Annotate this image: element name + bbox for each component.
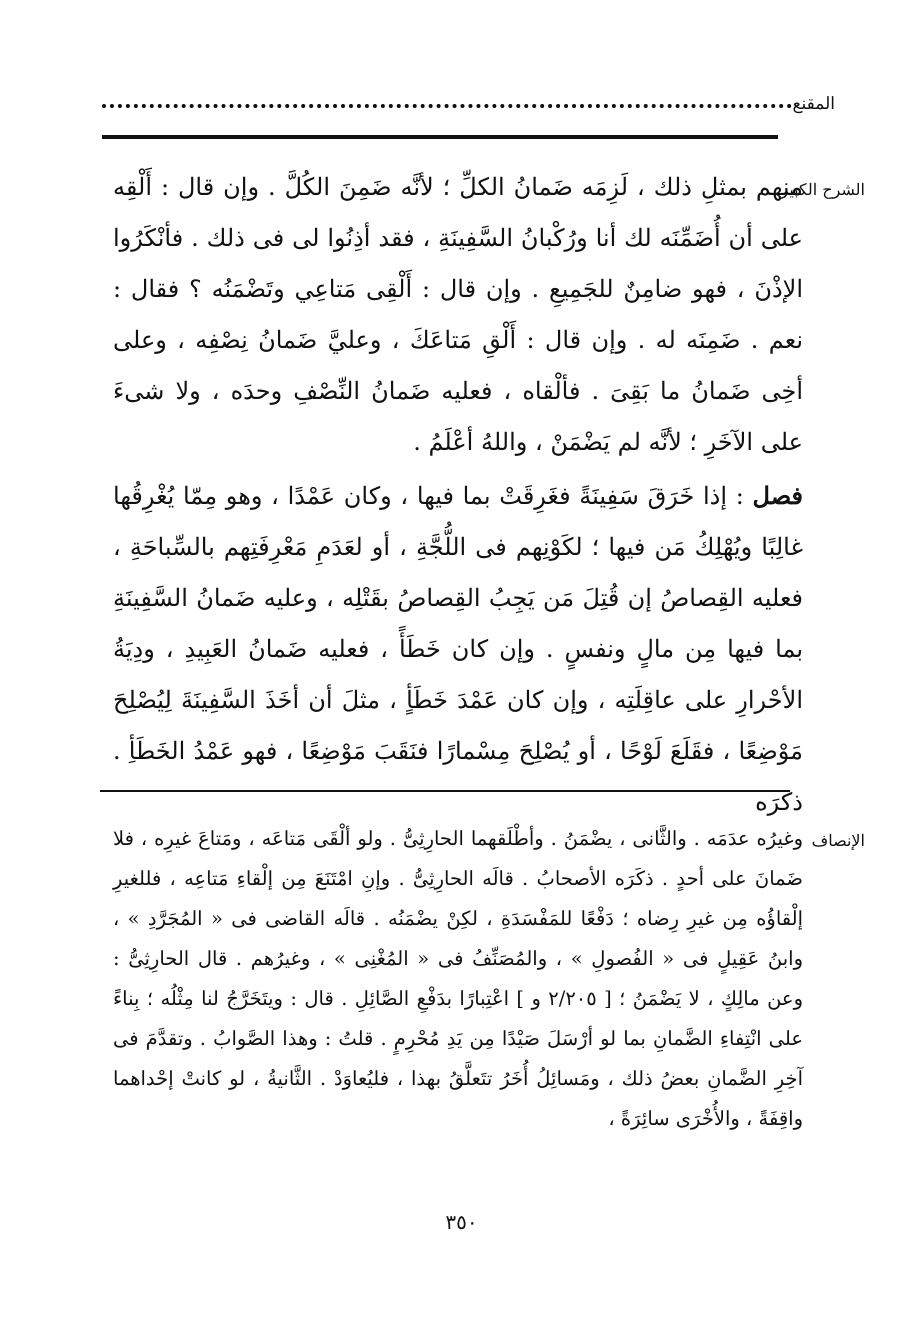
footnote-section-label: الإنصاف <box>811 831 865 850</box>
insaf-text <box>113 819 803 1139</box>
main-paragraph-2-body: : إذا خَرَقَ سَفِينَةً فغَرِقَتْ بما فيها ، وكان عَمْدًا ، وهو مِمّا يُغْرِقُها غالِبًا ويُهْلِكُ مَن فيها ؛ لكَوْنِهم فى اللُّجَّةِ ، أو لعَدَمِ مَعْرِفَتِهم بالسِّباحَةِ ، فعليه القِصاصُ إن قُتِلَ مَن يَجِبُ القِصاصُ بقَتْلِه ، وعليه ضَمانُ السَّفِينَةِ بما فيها مِن مالٍ ونفسٍ . وإن كان خَطَأً ، فعليه ضَمانُ العَبِيدِ ، ودِيَةُ الأحْرارِ على عاقِلَتِه ، وإن كان عَمْدَ خَطَأٍ ، مثلَ أن أخَذَ السَّفِينَةَ لِيُصْلِحَ مَوْضِعًا ، فقَلَعَ لَوْحًا ، أو يُصْلِحَ مِسْمارًا فنَقَبَ مَوْضِعًا ، فهو عَمْدُ الخَطَأِ . ذكرَه <box>113 482 803 816</box>
insaf-paragraph: وغيرُه عدَمَه . والثَّانى ، يضْمَنُ . وأطْلَقهما الحارِثِىُّ . ولو ألْقَى مَتاعَه ، ومَتاعَ غيرِه ، فلا ضَمانَ على أحدٍ . ذكَرَه الأصحابُ . قالَه الحارِثِىُّ . وإنِ امْتَنَعَ مِن إلْقاءِ مَتاعِه ، فللغيرِ إلْقاؤُه مِن غيرِ رِضاه ؛ دَفْعًا للمَفْسَدَةِ ، لكِنْ يضْمَنُه . قالَه القاضى فى « المُجَرَّدِ » ، وابنُ عَقِيلٍ فى « الفُصولِ » ، والمُصَنِّفُ فى « المُغْنِى » ، وغيرُهم . قال الحارِثِىُّ : وعن مالِكٍ ، لا يَضْمَنُ ؛ [ ٢/٢٠٥ و ] اعْتِبارًا بدَفْعِ الصَّائِلِ . قال : ويتَخَرَّجُ لنا مِثْلُه ؛ بِناءً على انْتِفاءِ الضَّمانِ بما لو أرْسَلَ صَيْدًا مِن يَدِ مُحْرِمٍ . قلتُ : وهذا الصَّوابُ . وتقدَّمَ فى آخِرِ الضَّمانِ بعضُ ذلك ، ومَسائِلُ أُخَرُ تتَعلَّقُ بهذا ، فليُعاوَدْ . الثَّانيةُ ، لو كانتْ إحْداهما واقِفَةً ، والأُخْرَى سائِرَةً ، <box>113 827 803 1130</box>
page-number: ٣٥٠ <box>445 1210 478 1234</box>
header-heavy-rule <box>102 135 778 139</box>
running-header-title: المقنع <box>792 94 835 114</box>
main-section-label: الشرح الكبير <box>780 180 865 199</box>
main-commentary-text <box>113 162 803 828</box>
header-dotted-rule <box>102 104 792 108</box>
main-paragraph-2 <box>113 470 803 828</box>
section-divider <box>100 790 790 792</box>
fasl-heading: فصل <box>752 481 803 510</box>
main-paragraph-1: منهم بمثلِ ذلك ، لَزِمَه ضَمانُ الكلِّ ؛ لأنَّه ضَمِنَ الكُلَّ . وإن قال : أَلْقِه على أن أُضَمِّنَه لك أنا ورُكْبانُ السَّفِينَةِ ، فقد أذِنُوا لى فى ذلك . فأنْكَرُوا الإذْنَ ، فهو ضامِنٌ للجَمِيعِ . وإن قال : أَلْقِى مَتاعِي وتَضْمَنُه ؟ فقال : نعم . ضَمِنَه له . وإن قال : أَلْقِ مَتاعَكَ ، وعليَّ ضَمانُ نِصْفِه ، وعلى أخِى ضَمانُ ما بَقِىَ . فألْقاه ، فعليه ضَمانُ النِّصْفِ وحدَه ، ولا شىءَ على الآخَرِ ؛ لأنَّه لم يَضْمَنْ ، واللهُ أعْلَمُ . <box>113 173 804 456</box>
